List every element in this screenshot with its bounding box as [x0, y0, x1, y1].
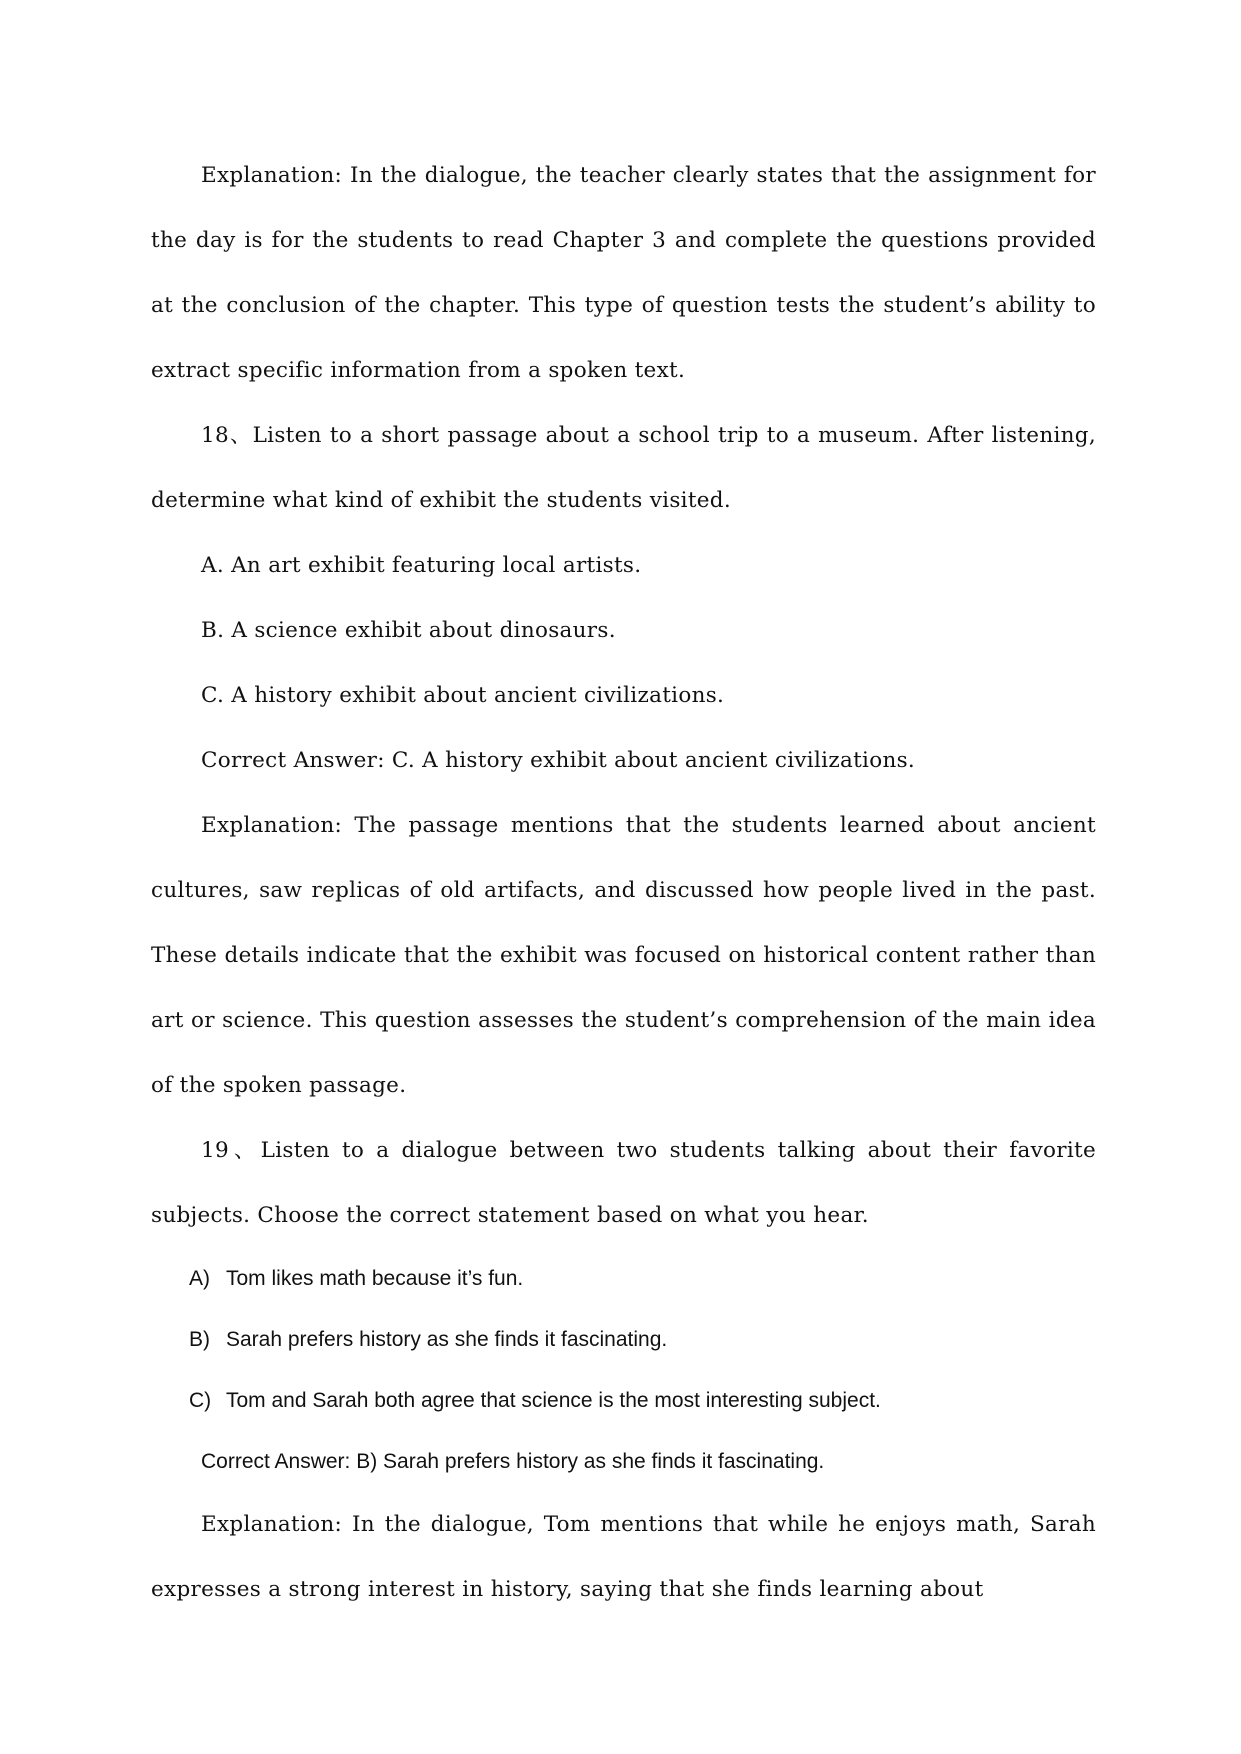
option-text: Tom and Sarah both agree that science is the most interesting subject.: [226, 1389, 881, 1412]
page-content: [151, 143, 1096, 1622]
explanation-q19: Explanation: In the dialogue, Tom mentions that while he enjoys math, Sarah expresses a strong interest in history, saying that she finds learning about: [151, 1512, 1096, 1602]
question-19-option-a: [189, 1248, 1096, 1309]
question-18-answer: Correct Answer: C. A history exhibit about ancient civilizations.: [201, 748, 916, 773]
question-19: 19、Listen to a dialogue between two students talking about their favorite subjects. Choose the correct statement based on what you hear.: [151, 1138, 1096, 1228]
option-marker: A): [189, 1267, 210, 1290]
question-18-option-a: A. An art exhibit featuring local artists.: [201, 553, 642, 578]
question-19-option-b: [189, 1309, 1096, 1370]
question-19-options: [151, 1248, 1096, 1431]
option-marker: B): [189, 1328, 210, 1351]
question-19-option-c: [189, 1370, 1096, 1431]
question-18-option-b: B. A science exhibit about dinosaurs.: [201, 618, 616, 643]
question-19-answer: Correct Answer: B) Sarah prefers history as she finds it fascinating.: [201, 1450, 825, 1473]
explanation-q18: Explanation: The passage mentions that the students learned about ancient cultures, saw replicas of old artifacts, and discussed how people lived in the past. These details indicate that the exhibit was focused on historical content rather than art or science. This question assesses the student’s comprehension of the main idea of the spoken passage.: [151, 813, 1096, 1098]
option-text: Sarah prefers history as she finds it fascinating.: [226, 1328, 668, 1351]
question-18-option-c: C. A history exhibit about ancient civilizations.: [201, 683, 725, 708]
explanation-q17: Explanation: In the dialogue, the teacher clearly states that the assignment for the day is for the students to read Chapter 3 and complete the questions provided at the conclusion of the chapter. This type of question tests the student’s ability to extract specific information from a spoken text.: [151, 163, 1096, 383]
question-18: 18、Listen to a short passage about a school trip to a museum. After listening, determine what kind of exhibit the students visited.: [151, 423, 1096, 513]
option-text: Tom likes math because it’s fun.: [226, 1267, 524, 1290]
option-marker: C): [189, 1389, 212, 1412]
